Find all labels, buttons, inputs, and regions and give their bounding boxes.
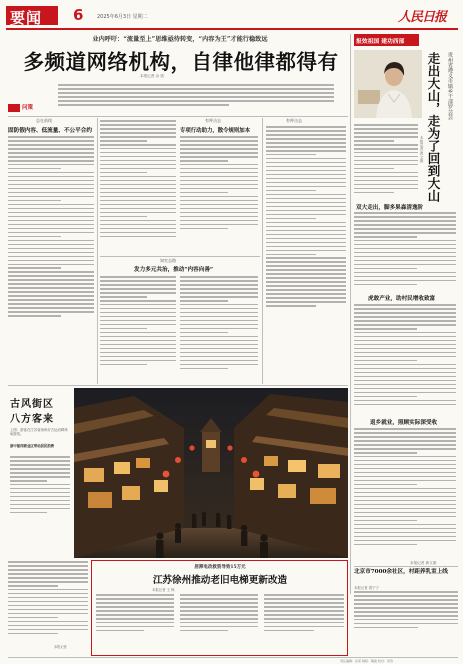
bottom-left-byline: 本报记者	[54, 645, 67, 649]
column-label-2: 有呼击去	[205, 118, 221, 123]
column-label-1: 总在前线	[36, 118, 52, 123]
bottom-story-byline: 本报记者 王 枫	[152, 588, 175, 592]
side-column-top	[354, 124, 418, 200]
bottom-story-kicker: 居滞电改救资导效15万元	[194, 565, 246, 570]
lead-headline: 多频道网络机构，自律他律都得有	[23, 50, 339, 74]
footer-rule	[8, 657, 458, 658]
side-column-mid1	[354, 212, 456, 292]
photo-caption: 上图：游客在江苏省扬州市古运河畔休闲游览。	[10, 428, 68, 437]
page-number: 6	[73, 6, 84, 24]
tag-badge	[8, 104, 20, 112]
bottom-right-rule	[354, 566, 458, 567]
bottom-left-kicker: 浙中郁西商业区带动居民消费	[10, 444, 55, 448]
col-divider-2	[262, 118, 263, 384]
bottom-right-column	[354, 591, 458, 651]
bottom-story-column-3	[264, 594, 344, 652]
tag-text: 问策	[22, 105, 34, 111]
side-subhead-2: 虎敢产业，助村民增收致富	[368, 296, 436, 302]
newspaper-logo: 人民日报	[398, 10, 447, 25]
lead-column-5	[100, 276, 176, 382]
side-byline-vertical: 本报记者 黄文旗	[420, 136, 424, 163]
bottom-story-column-2	[180, 594, 258, 652]
street-photo	[74, 388, 348, 558]
bottom-right-headline: 北京市7000余社区，村距养乳室上线	[354, 569, 448, 575]
column-label-4: 知究去路	[160, 258, 176, 263]
masthead	[0, 0, 463, 30]
lead-column-3	[180, 136, 258, 254]
photo-top-rule	[8, 385, 348, 386]
side-column-bottom	[354, 428, 456, 562]
side-subtitle-vertical: 贵州省遵义市镇乡干部罗芸芸	[447, 52, 453, 120]
bottom-story-column-1	[96, 594, 174, 652]
reporter-portrait	[354, 50, 422, 118]
lead-column-2	[100, 120, 176, 254]
photo-title-2: 八方客来	[10, 414, 54, 425]
side-closing-byline: 本报记者 黄文旗	[410, 561, 437, 565]
lead-column-4	[266, 126, 346, 382]
section-name: 要闻	[10, 9, 43, 27]
lead-summary	[58, 84, 334, 114]
side-subhead-3: 返乡就业，照顾实际深受收	[370, 420, 438, 426]
footer-credits: 责任编辑：沈荣 制版：陶振 校对：邓涛	[340, 659, 393, 663]
masthead-rule	[6, 28, 458, 30]
col-divider-1	[97, 118, 98, 384]
photo-title-1: 古风街区	[10, 399, 54, 410]
lead-column-1	[8, 136, 94, 382]
column-label-3: 有呼击去	[286, 118, 302, 123]
bottom-left-column-2	[8, 561, 88, 645]
bottom-right-byline: 本报记者 胡宁宁	[354, 586, 379, 590]
lead-subhead-2: 专项行动助力，散令规则加本	[180, 128, 251, 134]
side-column-mid2	[354, 304, 456, 416]
mid-divider	[100, 256, 260, 257]
side-title-vertical: 走出大山，走为了回到大山	[426, 52, 441, 202]
side-banner: 报效祖国 建功西部	[356, 39, 405, 45]
lead-column-6	[180, 276, 258, 382]
lead-divider	[8, 116, 348, 117]
lead-subhead-1: 固防假内容、低流量、不公平合约	[8, 128, 92, 134]
lead-byline: 本报记者 余 钱	[140, 74, 164, 78]
bottom-story-headline: 江苏徐州推动老旧电梯更新改造	[152, 575, 288, 586]
side-subhead-1: 双大走出，脚多果森清逸阶	[356, 205, 424, 211]
right-divider	[350, 34, 351, 594]
lead-subhead-3: 发力多元共治，推动“内容向善”	[134, 267, 214, 273]
date-line: 2025年6月3日 星期二	[97, 14, 148, 20]
lead-kicker: 业内呼吁：“流量至上”思维亟待转变，“内容为王”才能行稳致远	[92, 36, 268, 43]
